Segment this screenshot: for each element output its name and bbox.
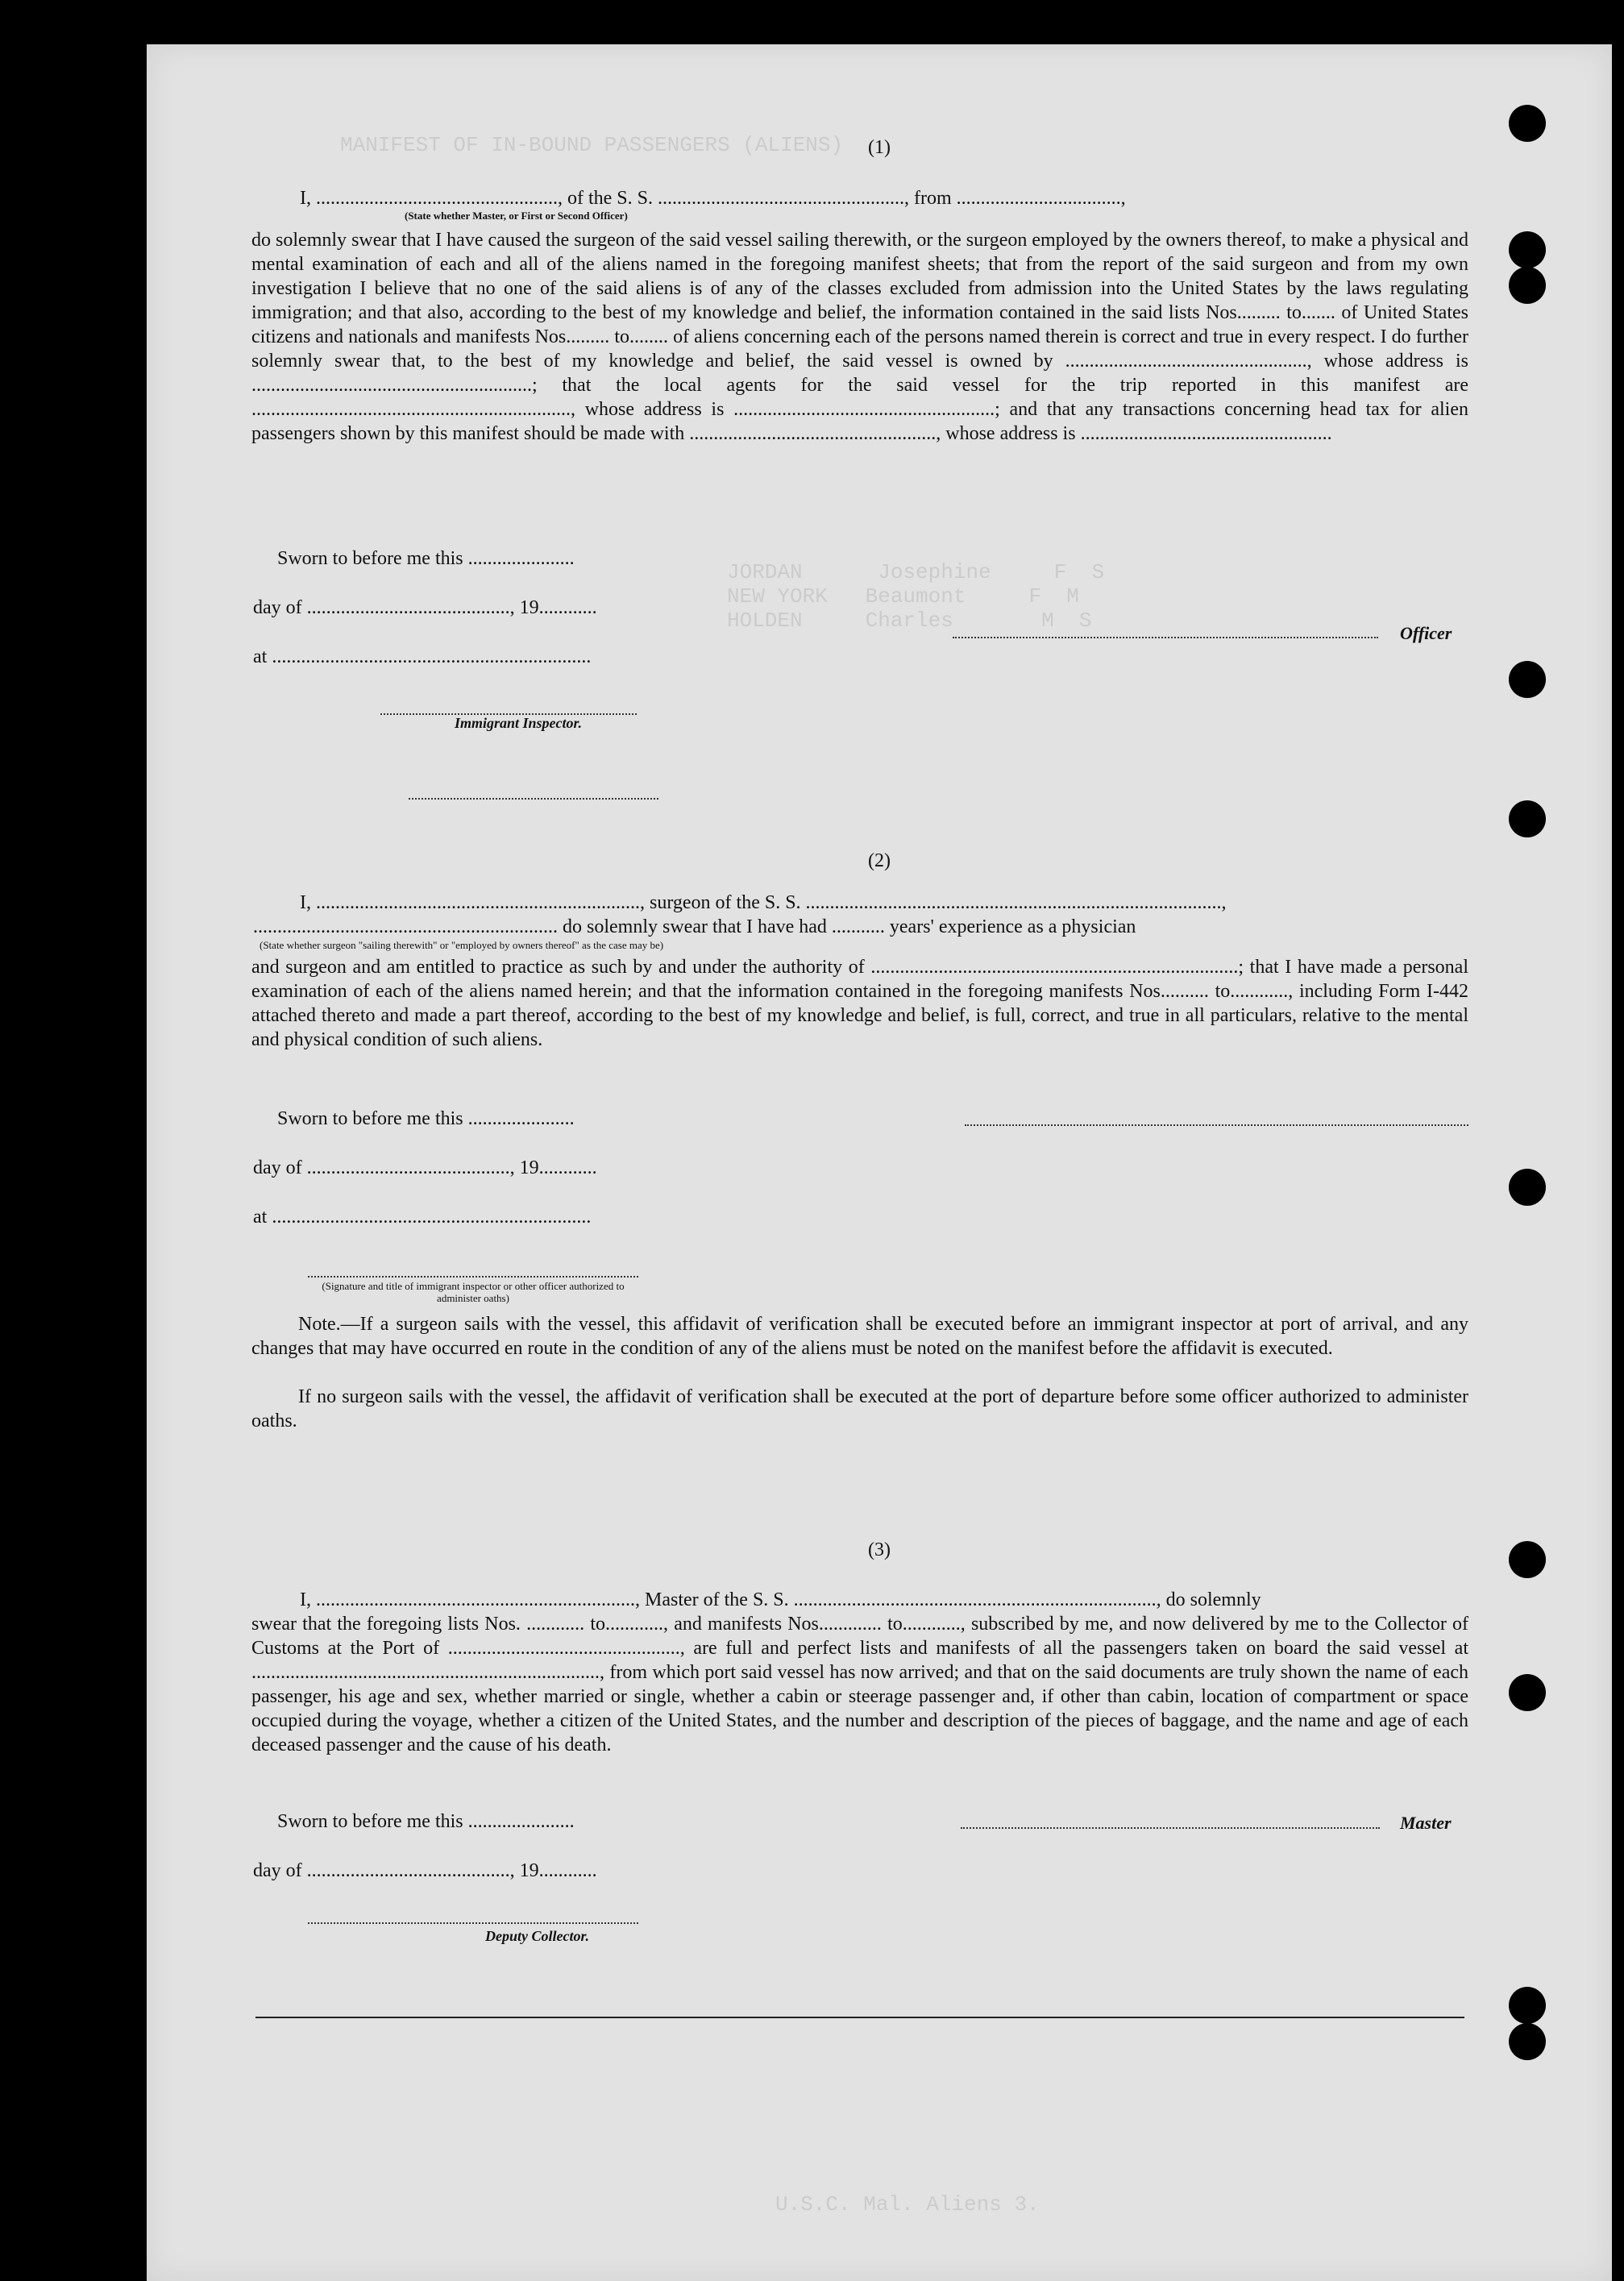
section-2-inspector-caption: (Signature and title of immigrant inspector or other officer authorized to administer oaths) — [322, 1280, 625, 1304]
section-1-caption: (State whether Master, or First or Second Officer) — [405, 210, 628, 222]
section-3-line-1: I, .................................................................., Master of the S. S. ..........................................................................., do solemnly — [300, 1589, 1261, 1610]
punch-hole — [1509, 1674, 1546, 1711]
extra-dotted-line — [409, 798, 658, 800]
section-1-line: I, .................................................., of the S. S. ..................................................., from .................................., — [300, 188, 1126, 209]
master-signature-line — [961, 1827, 1380, 1829]
punch-hole — [1509, 661, 1546, 698]
bleed-through-text: MANIFEST OF IN-BOUND PASSENGERS (ALIENS) — [340, 133, 844, 157]
section-3-sworn: Sworn to before me this ...................... — [277, 1811, 575, 1832]
section-3-body: swear that the foregoing lists Nos. ............ to............, and manifests Nos............. to............, subscribed by me, and now delivered by me to the Collector of Customs at the Port of ................................................, are full and perfect lists and manifests of all the passengers taken on board the said vessel at ........................................................................, from which port said vessel has now arrived; and that on the said documents are truly shown the name of each passenger, his age and sex, whether married or single, whether a cabin or steerage passenger and, if other than cabin, location of compartment or space occupied during the voyage, whether a citizen of the United States, and the number and description of the pieces of baggage, and the name and age of each deceased passenger and the cause of his death. — [251, 1614, 1468, 1755]
section-2-day: day of .........................................., 19............ — [253, 1157, 597, 1178]
section-1-at: at .................................................................. — [253, 646, 592, 667]
document-page — [147, 44, 1612, 2281]
section-3-day: day of .........................................., 19............ — [253, 1860, 597, 1881]
officer-label: Officer — [1400, 623, 1452, 643]
punch-hole — [1509, 267, 1546, 304]
surgeon-signature-line — [965, 1124, 1468, 1126]
section-2-sworn: Sworn to before me this ...................... — [277, 1108, 575, 1129]
punch-hole — [1509, 231, 1546, 268]
section-2-at: at .................................................................. — [253, 1207, 592, 1228]
punch-hole — [1509, 800, 1546, 837]
section-1-day: day of .........................................., 19............ — [253, 597, 597, 618]
punch-hole — [1509, 1987, 1546, 2024]
section-1-number: (1) — [868, 137, 891, 158]
section-2-caption: (State whether surgeon "sailing therewith" or "employed by owners thereof" as the case may be) — [260, 939, 664, 951]
bleed-through-text: JORDAN Josephine F S NEW YORK Beaumont F M HOLDEN Charles M S — [727, 560, 1105, 633]
bottom-rule — [255, 2017, 1464, 2018]
punch-hole — [1509, 2023, 1546, 2060]
section-2-line-2: ............................................................... do solemnly swear that I have had ........... years' experience as a physician — [253, 916, 1136, 937]
section-2-number: (2) — [868, 850, 891, 871]
inspector-signature-line-2 — [308, 1276, 638, 1278]
deputy-signature-line — [308, 1922, 638, 1924]
master-label: Master — [1400, 1813, 1452, 1833]
deputy-label: Deputy Collector. — [485, 1928, 589, 1944]
section-2-line-1: I, ..................................................................., surgeon of the S. S. ......................................................................................, — [300, 892, 1227, 913]
section-1-sworn: Sworn to before me this ...................... — [277, 548, 575, 569]
section-2-note-1: Note.—If a surgeon sails with the vessel, this affidavit of verification shall be executed before an immigrant inspector at port of arrival, and any changes that may have occurred en route in the condition of any of the aliens must be noted on the manifest before the affidavit is executed. — [251, 1314, 1468, 1359]
section-1-body: do solemnly swear that I have caused the surgeon of the said vessel sailing therewith, or the surgeon employed by the owners thereof, to make a physical and mental examination of each and all of the aliens named in the foregoing manifest sheets; that from the report of the said surgeon and from my own investigation I believe that no one of the said aliens is of any of the classes excluded from admission into the United States by the laws regulating immigration; and that also, according to the best of my knowledge and belief, the information contained in the said lists Nos......... to....... of United States citizens and nationals and manifests Nos......... to........ of aliens concerning each of the persons named therein is correct and true in every respect. I do further solemnly swear that, to the best of my knowledge and belief, the said vessel is owned by .................................................., whose address is ..........................................................; that the local agents for the said vessel for the trip reported in this manifest are .................................................................., whose address is ......................................................; and that any transactions concerning head tax for alien passengers shown by this manifest should be made with ..................................................., whose address is .................................................... — [251, 230, 1468, 444]
officer-signature-line — [953, 637, 1378, 638]
bleed-through-text: U.S.C. Mal. Aliens 3. — [775, 2192, 1040, 2217]
section-2-note-2: If no surgeon sails with the vessel, the affidavit of verification shall be executed at the port of departure before some officer authorized to administer oaths. — [251, 1386, 1468, 1431]
section-3-number: (3) — [868, 1539, 891, 1560]
inspector-label: Immigrant Inspector. — [455, 715, 583, 731]
section-2-body: and surgeon and am entitled to practice as such by and under the authority of ............................................................................; that I have made a personal examination of each of the aliens named herein; and that the information contained in the foregoing manifests Nos.......... to............, including Form I-442 attached thereto and made a part thereof, according to the best of my knowledge and belief, is full, correct, and true in all particulars, relative to the mental and physical condition of such aliens. — [251, 957, 1468, 1050]
punch-hole — [1509, 1169, 1546, 1206]
